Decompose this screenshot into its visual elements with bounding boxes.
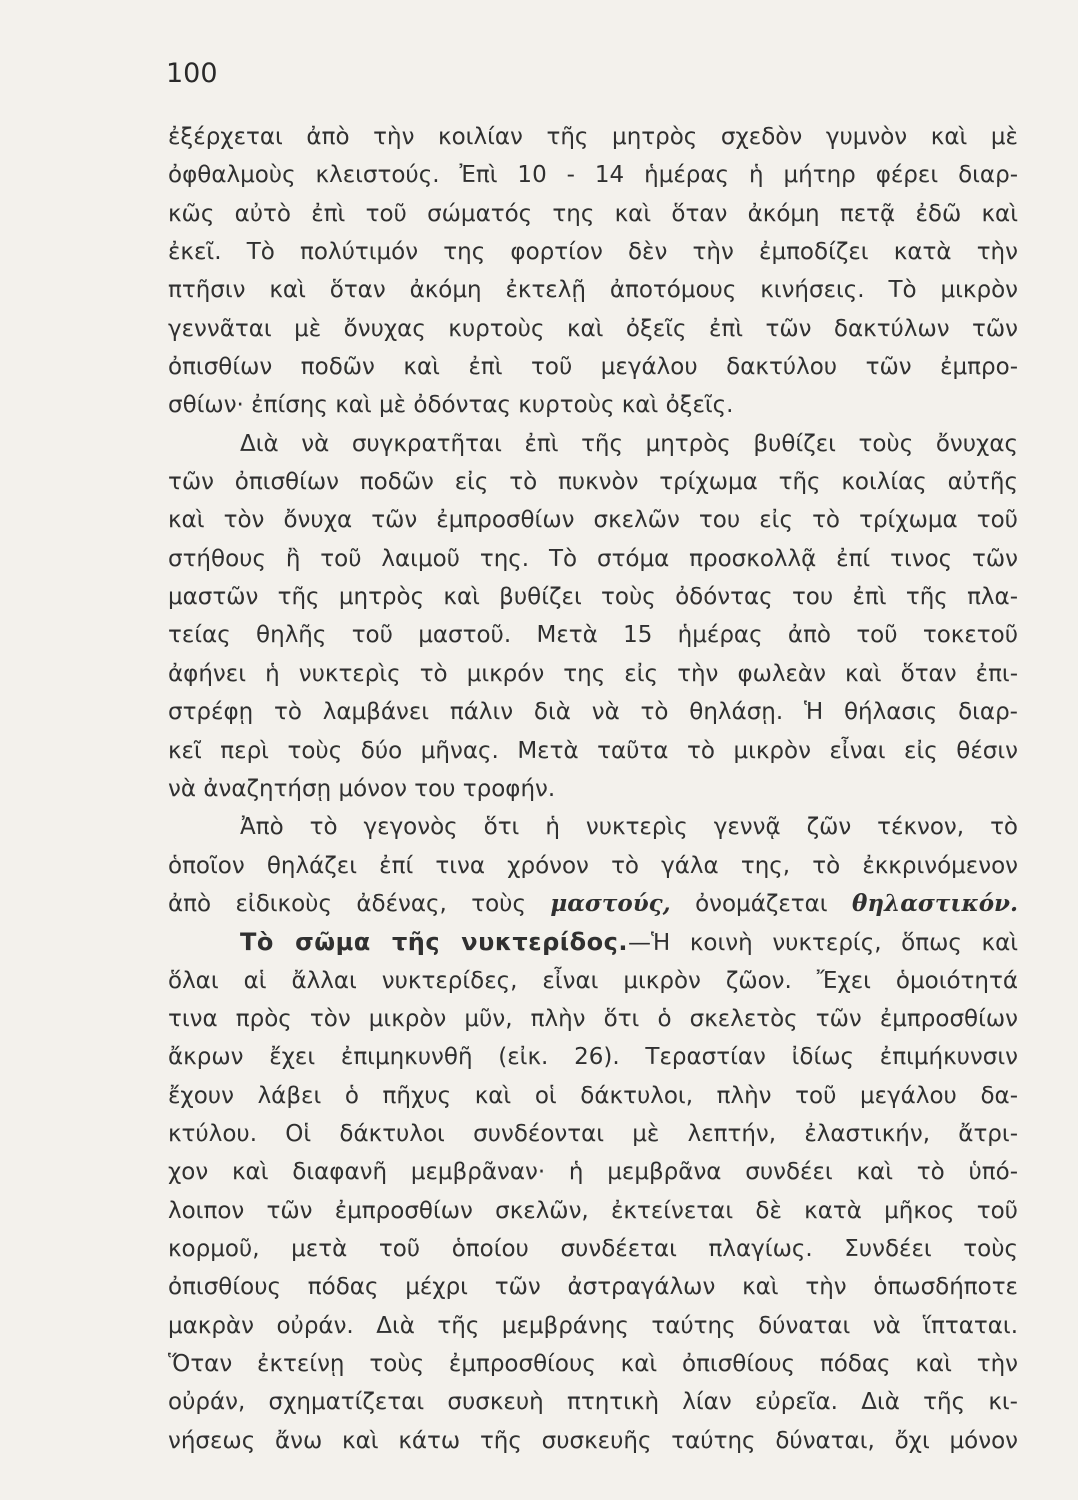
text-line: ὁποῖον θηλάζει ἐπί τινα χρόνον τὸ γάλα της, τὸ ἐκκρινόμενον: [168, 852, 1018, 879]
text-line: τῶν ὀπισθίων ποδῶν εἰς τὸ πυκνὸν τρίχωμα τῆς κοιλίας αὐτῆς: [168, 469, 1018, 496]
term-thilastikon: θηλαστικόν.: [852, 889, 1018, 917]
text-fragment: —Ἡ κοινὴ νυκτερίς, ὅπως καὶ: [627, 930, 1018, 957]
text-line: Ἀπὸ τὸ γεγονὸς ὅτι ἡ νυκτερὶς γεννᾷ ζῶν τέκνον, τὸ: [240, 814, 1018, 841]
text-line: μαστῶν τῆς μητρὸς καὶ βυθίζει τοὺς ὀδόντας του ἐπὶ τῆς πλα-: [168, 584, 1018, 611]
text-line: σθίων· ἐπίσης καὶ μὲ ὀδόντας κυρτοὺς καὶ ὀξεῖς.: [168, 392, 734, 419]
text-line: κεῖ περὶ τοὺς δύο μῆνας. Μετὰ ταῦτα τὸ μικρὸν εἶναι εἰς θέσιν: [168, 737, 1018, 764]
text-line: [168, 885, 1018, 923]
text-line: κτύλου. Οἱ δάκτυλοι συνδέονται μὲ λεπτήν, ἐλαστικήν, ἄτρι-: [168, 1120, 1018, 1147]
text-line: [168, 923, 1018, 961]
text-line: κῶς αὐτὸ ἐπὶ τοῦ σώματός της καὶ ὅταν ἀκόμη πετᾷ ἐδῶ καὶ: [168, 200, 1018, 227]
text-line: λοιπον τῶν ἐμπροσθίων σκελῶν, ἐκτείνεται δὲ κατὰ μῆκος τοῦ: [168, 1197, 1018, 1224]
text-line: νὰ ἀναζητήσῃ μόνον του τροφήν.: [168, 775, 556, 802]
text-line: μακρὰν οὐράν. Διὰ τῆς μεμβράνης ταύτης δύναται νὰ ἵπταται.: [168, 1312, 1018, 1339]
text-line: ὅλαι αἱ ἄλλαι νυκτερίδες, εἶναι μικρὸν ζῶον. Ἔχει ὁμοιότητά: [168, 967, 1018, 994]
text-line: ἐξέρχεται ἀπὸ τὴν κοιλίαν τῆς μητρὸς σχεδὸν γυμνὸν καὶ μὲ: [168, 124, 1018, 150]
text-line: στρέφῃ τὸ λαμβάνει πάλιν διὰ νὰ τὸ θηλάσῃ. Ἡ θήλασις διαρ-: [168, 699, 1018, 726]
text-fragment: ὀνομάζεται: [670, 890, 852, 917]
text-line: Ὅταν ἐκτείνῃ τοὺς ἐμπροσθίους καὶ ὀπισθίους πόδας καὶ τὴν: [168, 1351, 1018, 1377]
text-line: ὀπισθίους πόδας μέχρι τῶν ἀστραγάλων καὶ τὴν ὁπωσδήποτε: [168, 1274, 1018, 1301]
text-line: τινα πρὸς τὸν μικρὸν μῦν, πλὴν ὅτι ὁ σκελετὸς τῶν ἐμπροσθίων: [168, 1005, 1018, 1032]
text-line: Διὰ νὰ συγκρατῆται ἐπὶ τῆς μητρὸς βυθίζει τοὺς ὄνυχας: [240, 430, 1018, 457]
text-line: ὀπισθίων ποδῶν καὶ ἐπὶ τοῦ μεγάλου δακτύλου τῶν ἐμπρο-: [168, 354, 1018, 381]
text-line: ἔχουν λάβει ὁ πῆχυς καὶ οἱ δάκτυλοι, πλὴν τοῦ μεγάλου δα-: [168, 1082, 1018, 1109]
page-number: 100: [166, 58, 218, 89]
text-line: οὐράν, σχηματίζεται συσκευὴ πτητικὴ λίαν εὐρεῖα. Διὰ τῆς κι-: [168, 1389, 1018, 1416]
section-heading: Τὸ σῶμα τῆς νυκτερίδος.: [240, 928, 628, 957]
text-fragment: ἀπὸ εἰδικοὺς ἀδένας, τοὺς: [168, 890, 551, 917]
text-line: γεννᾶται μὲ ὄνυχας κυρτοὺς καὶ ὀξεῖς ἐπὶ τῶν δακτύλων τῶν: [168, 315, 1018, 342]
text-line: ὀφθαλμοὺς κλειστούς. Ἐπὶ 10 - 14 ἡμέρας ἡ μήτηρ φέρει διαρ-: [168, 162, 1018, 189]
text-line: πτῆσιν καὶ ὅταν ἀκόμη ἐκτελῇ ἀποτόμους κινήσεις. Τὸ μικρὸν: [168, 277, 1018, 304]
text-line: ἀφήνει ἡ νυκτερὶς τὸ μικρόν της εἰς τὴν φωλεὰν καὶ ὅταν ἐπι-: [168, 660, 1018, 687]
text-line: ἐκεῖ. Τὸ πολύτιμόν της φορτίον δὲν τὴν ἐμποδίζει κατὰ τὴν: [168, 239, 1018, 266]
text-line: καὶ τὸν ὄνυχα τῶν ἐμπροσθίων σκελῶν του εἰς τὸ τρίχωμα τοῦ: [168, 507, 1018, 534]
text-line: ἄκρων ἔχει ἐπιμηκυνθῆ (εἰκ. 26). Τεραστίαν ἰδίως ἐπιμήκυνσιν: [168, 1044, 1018, 1071]
text-line: στήθους ἢ τοῦ λαιμοῦ της. Τὸ στόμα προσκολλᾷ ἐπί τινος τῶν: [168, 545, 1018, 572]
text-line: κορμοῦ, μετὰ τοῦ ὁποίου συνδέεται πλαγίως. Συνδέει τοὺς: [168, 1235, 1018, 1262]
text-line: χον καὶ διαφανῆ μεμβρᾶναν· ἡ μεμβρᾶνα συνδέει καὶ τὸ ὑπό-: [168, 1159, 1018, 1186]
text-line: τείας θηλῆς τοῦ μαστοῦ. Μετὰ 15 ἡμέρας ἀπὸ τοῦ τοκετοῦ: [168, 622, 1018, 649]
text-line: νήσεως ἄνω καὶ κάτω τῆς συσκευῆς ταύτης δύναται, ὄχι μόνον: [168, 1427, 1018, 1454]
body-text: [168, 118, 1018, 1460]
term-mastous: μαστούς,: [550, 889, 671, 917]
